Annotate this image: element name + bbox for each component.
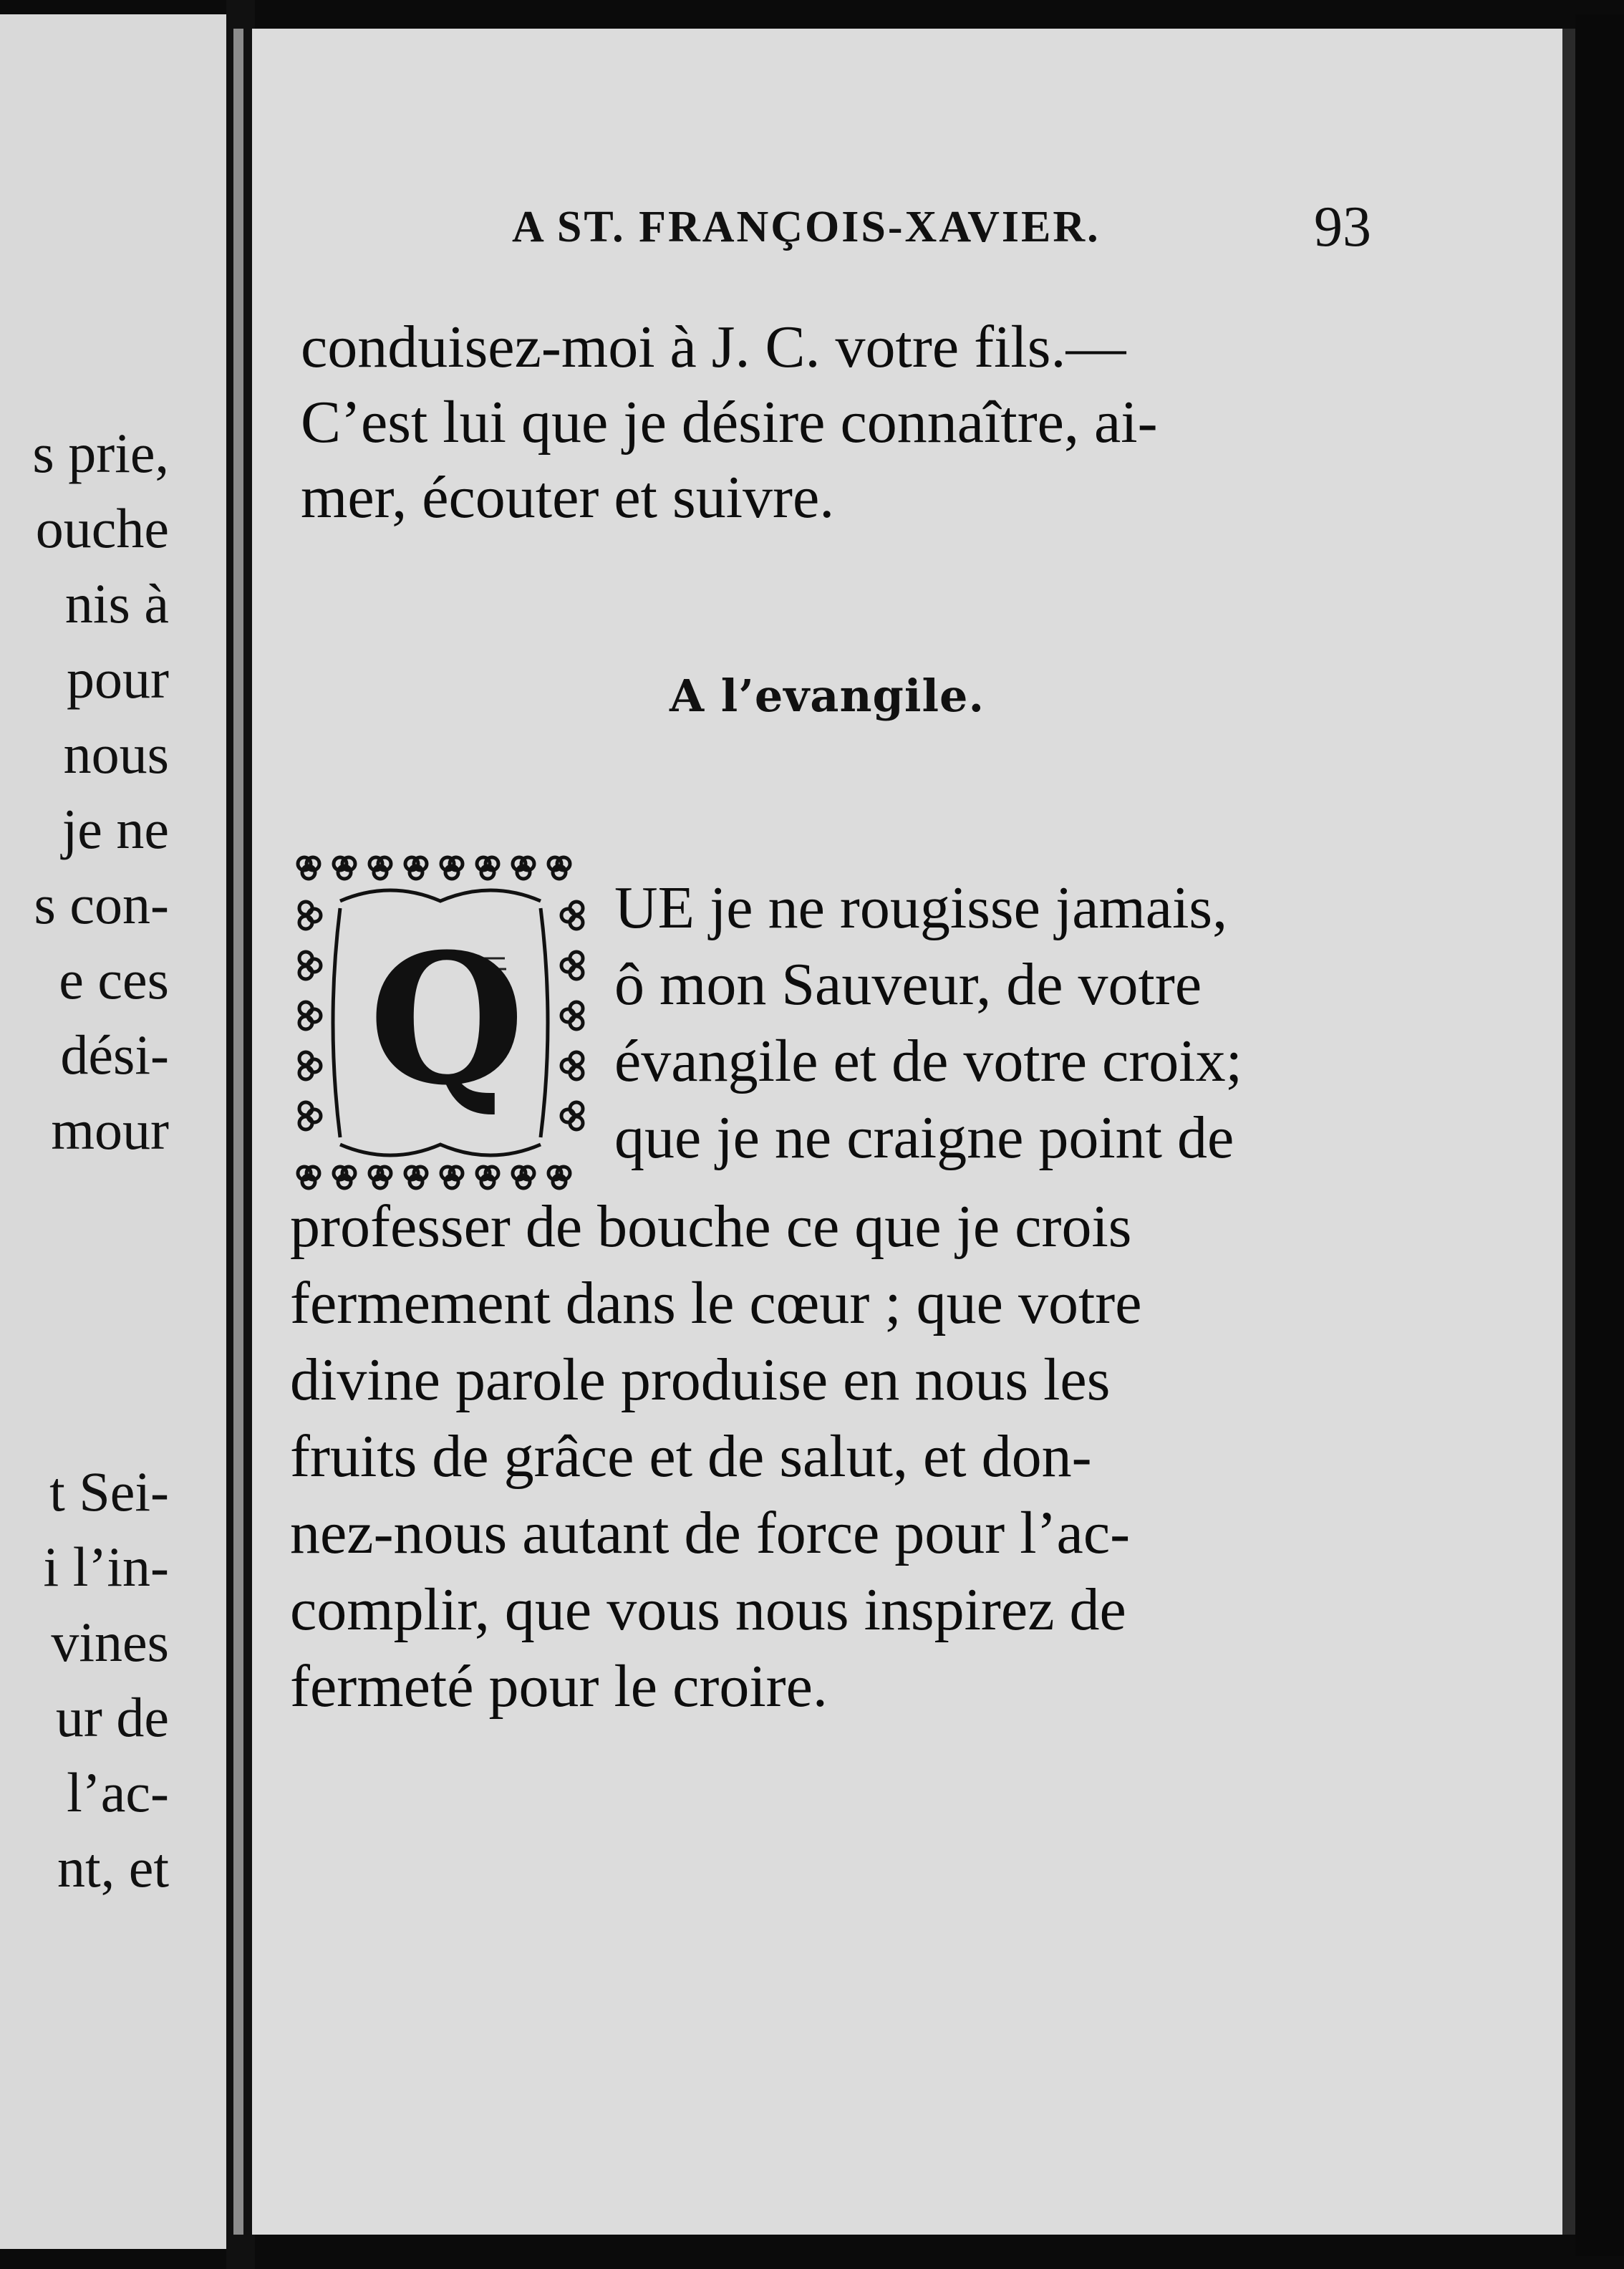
left-line: s con- [34,873,169,935]
left-line: ouche [35,497,169,559]
left-line: je ne [62,798,169,860]
text-line: ô mon Sauveur, de votre [614,951,1202,1018]
page-edge [1575,14,1624,2256]
text-line: fermement dans le cœur ; que votre [290,1270,1142,1336]
text-line: conduisez-moi à J. C. votre fils.— [301,314,1126,380]
left-line: vines [51,1611,169,1673]
text-line: C’est lui que je désire connaître, ai- [301,389,1158,456]
left-line: t Sei- [49,1460,169,1523]
left-line: mour [51,1099,169,1161]
text-line: professer de bouche ce que je crois [290,1193,1132,1260]
left-line: e ces [59,948,169,1011]
ornamental-drop-cap [290,851,598,1195]
left-line: pour [67,647,169,710]
section-heading: A l’evangile. [670,670,985,722]
left-line: nis à [64,572,169,635]
drop-cap-letter: Q [369,914,525,1124]
left-line: nt, et [57,1836,169,1899]
text-line: complir, que vous nous inspirez de [290,1576,1126,1643]
text-line: mer, écouter et suivre. [301,464,835,531]
left-line: dési- [60,1023,169,1086]
left-line: l’ac- [67,1761,169,1824]
text-line: que je ne craigne point de [614,1104,1234,1171]
left-line: i l’in- [43,1536,169,1598]
gutter-shadow [233,29,243,2235]
left-line: nous [63,723,169,785]
text-line: fruits de grâce et de salut, et don- [290,1423,1092,1490]
previous-page-fragment [0,14,226,2249]
text-line: évangile et de votre croix; [614,1028,1242,1094]
text-line: divine parole produise en nous les [290,1347,1111,1413]
left-line: ur de [55,1686,169,1748]
running-title: A ST. FRANÇOIS-XAVIER. [512,203,1101,251]
text-line: UE je ne rougisse jamais, [614,875,1228,941]
page-number: 93 [1314,196,1371,259]
text-line: nez-nous autant de force pour l’ac- [290,1500,1131,1566]
left-line: s prie, [32,422,169,484]
text-line: fermeté pour le croire. [290,1653,828,1720]
